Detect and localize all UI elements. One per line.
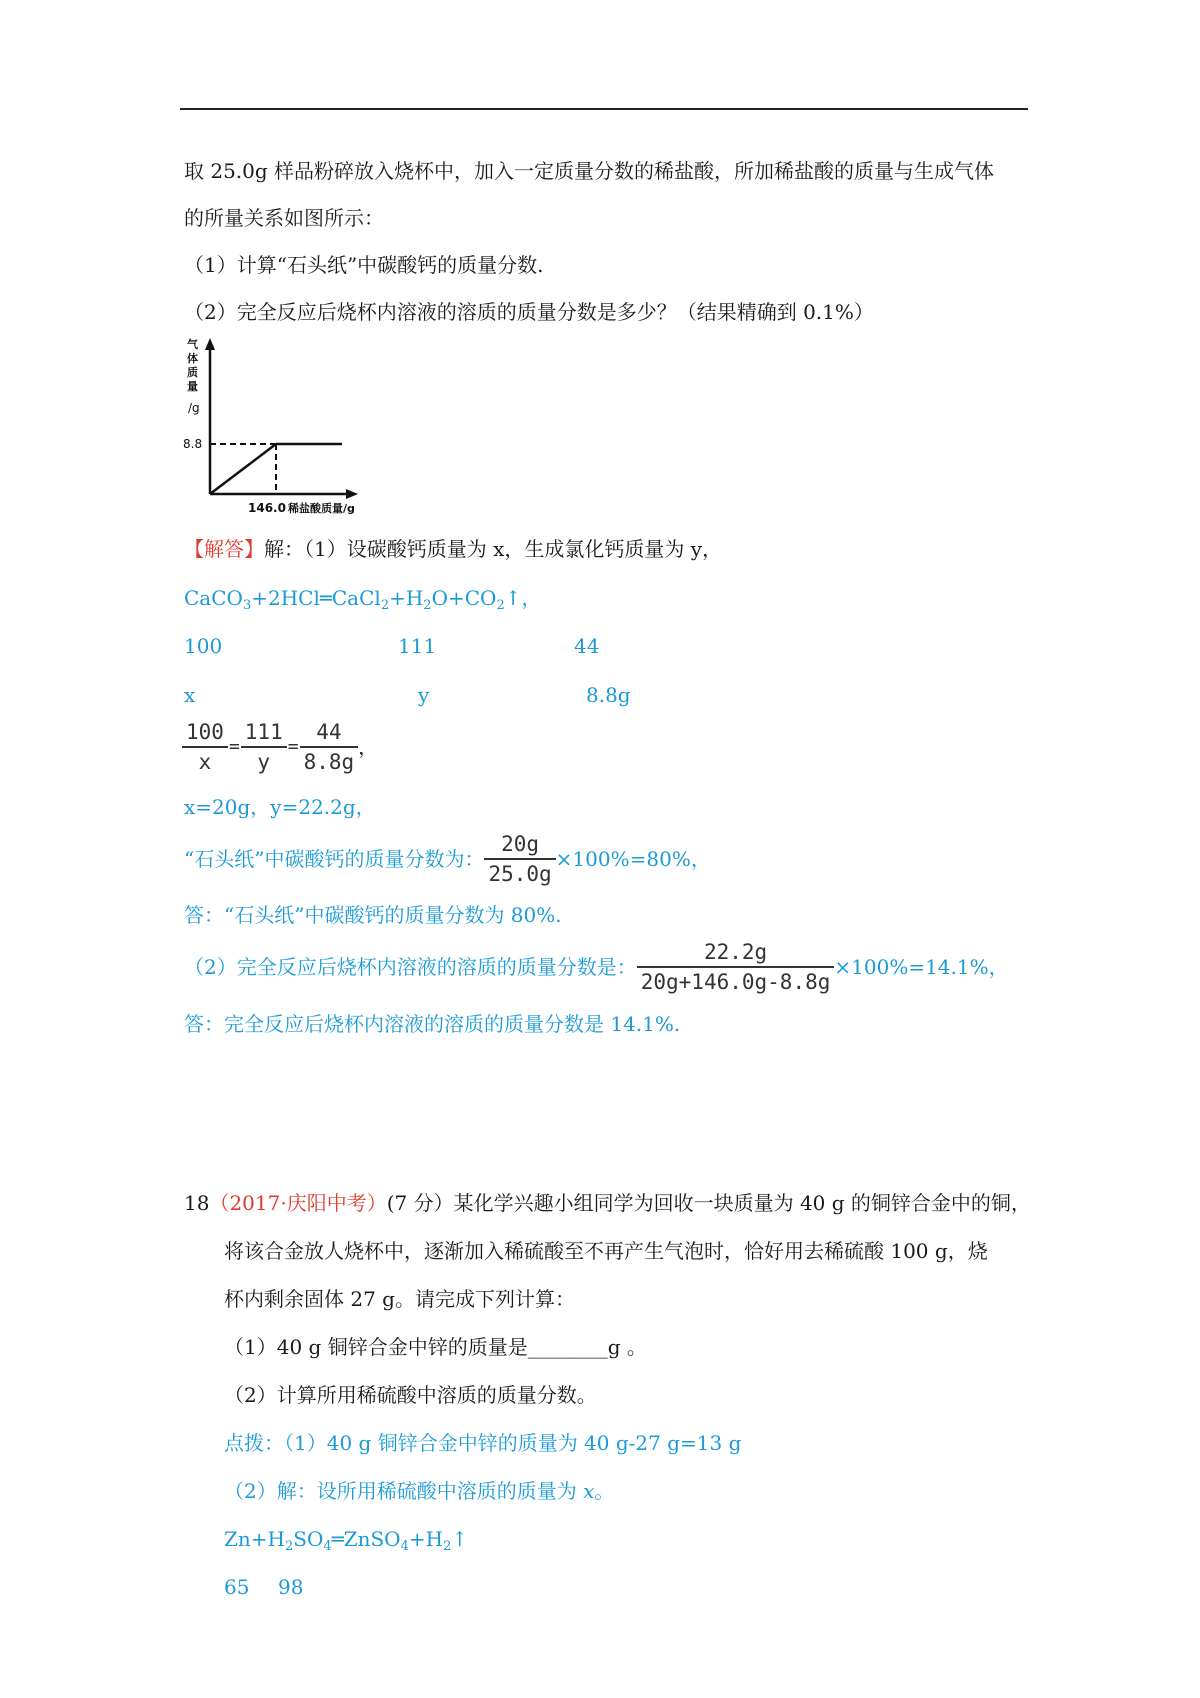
var-mass: 8.8g [586, 683, 631, 707]
problem-18-line1: 18（2017·庆阳中考）(7 分）某化学兴趣小组同学为回收一块质量为 40 g 的铜锌合金中的铜， [184, 1191, 1031, 1215]
chemical-equation-2: $Zn+H_2SO_4═ZnSO_4+H_2↑$ [224, 1527, 469, 1554]
problem-18-q2: （2）计算所用稀硫酸中溶质的质量分数。 [224, 1383, 597, 1407]
ratio-100: 100 [184, 634, 223, 658]
answer-2: 答：完全反应后烧杯内溶液的溶质的质量分数是 14.1%. [184, 1012, 681, 1036]
var-x: x [184, 683, 196, 707]
problem-18-ratio-65: 65 [224, 1575, 250, 1599]
y-label-char-2: 体 [187, 352, 198, 365]
fraction-mass-caco3: $\frac{20g}{25.0g}$ [484, 830, 555, 888]
question-2: （2）完全反应后烧杯内溶液的溶质的质量分数是多少？（结果精确到 0.1%） [184, 300, 874, 324]
proportion-equation: $\frac{100}{x}$ = $\frac{111}{y}$ = $\frac{44}{8.8g}$ ， [182, 718, 378, 776]
y-label-char-4: 量 [187, 380, 198, 393]
fraction-111-y: $\frac{111}{y}$ [241, 718, 287, 776]
problem-source: （2017·庆阳中考） [209, 1191, 387, 1215]
problem-18-line2: 将该合金放人烧杯中，逐渐加入稀硫酸至不再产生气泡时，恰好用去稀硫酸 100 g，烧 [224, 1239, 988, 1263]
answer-intro-line [184, 536, 722, 562]
problem-18-ratio-98: 98 [278, 1575, 304, 1599]
ratio-111: 111 [398, 634, 437, 658]
reaction-line [210, 444, 276, 494]
y-label-char-3: 质 [187, 366, 198, 379]
part2-line: （2）完全反应后烧杯内溶液的溶质的质量分数是： $\frac{22.2g}{20g+146.0g-8.8g}$ ×100%=14.1%， [184, 940, 1009, 994]
question-1: （1）计算“石头纸”中碳酸钙的质量分数. [184, 253, 544, 277]
answer-intro: 解：（1）设碳酸钙质量为 x，生成氯化钙质量为 y， [264, 537, 723, 561]
x-axis-arrow [346, 489, 358, 499]
ratio-44: 44 [574, 634, 600, 658]
var-y: y [418, 683, 430, 707]
answer-1: 答：“石头纸”中碳酸钙的质量分数为 80%. [184, 903, 562, 927]
gas-mass-graph [180, 336, 400, 524]
y-unit: /g [188, 401, 200, 415]
fraction-solution: $\frac{22.2g}{20g+146.0g-8.8g}$ [637, 938, 835, 996]
problem-18-hint2: （2）解：设所用稀硫酸中溶质的质量为 x。 [224, 1479, 615, 1503]
answer-header: 【解答】 [184, 537, 264, 561]
y-axis-arrow [205, 338, 215, 350]
result-xy: x=20g，y=22.2g， [184, 795, 376, 819]
header-rule [180, 108, 1028, 110]
problem-intro-line2: 的所量关系如图所示： [184, 206, 384, 230]
x-axis-label: 稀盐酸质量/g [288, 502, 355, 515]
problem-number: 18 [184, 1191, 210, 1215]
fraction-100-x: $\frac{100}{x}$ [182, 718, 228, 776]
problem-intro-line1: 取 25.0g 样品粉碎放入烧杯中，加入一定质量分数的稀盐酸，所加稀盐酸的质量与生成气体 [184, 159, 995, 183]
chemical-equation-1: $CaCO_3+2HCl═CaCl_2+H_2O+CO_2↑$， [184, 586, 542, 613]
fraction-44-mass: $\frac{44}{8.8g}$ [300, 718, 359, 776]
mass-fraction-line: “石头纸”中碳酸钙的质量分数为： $\frac{20g}{25.0g}$ ×100%=80%， [184, 832, 711, 886]
y-value-label: 8.8 [183, 437, 203, 451]
problem-18-hint1: 点拨：（1）40 g 铜锌合金中锌的质量为 40 g-27 g=13 g [224, 1431, 742, 1455]
y-label-char-1: 气 [187, 338, 198, 351]
problem-18-line3: 杯内剩余固体 27 g。请完成下列计算： [224, 1287, 575, 1311]
x-value-label: 146.0 [248, 501, 286, 515]
problem-18-q1: （1）40 g 铜锌合金中锌的质量是________g 。 [224, 1335, 647, 1359]
